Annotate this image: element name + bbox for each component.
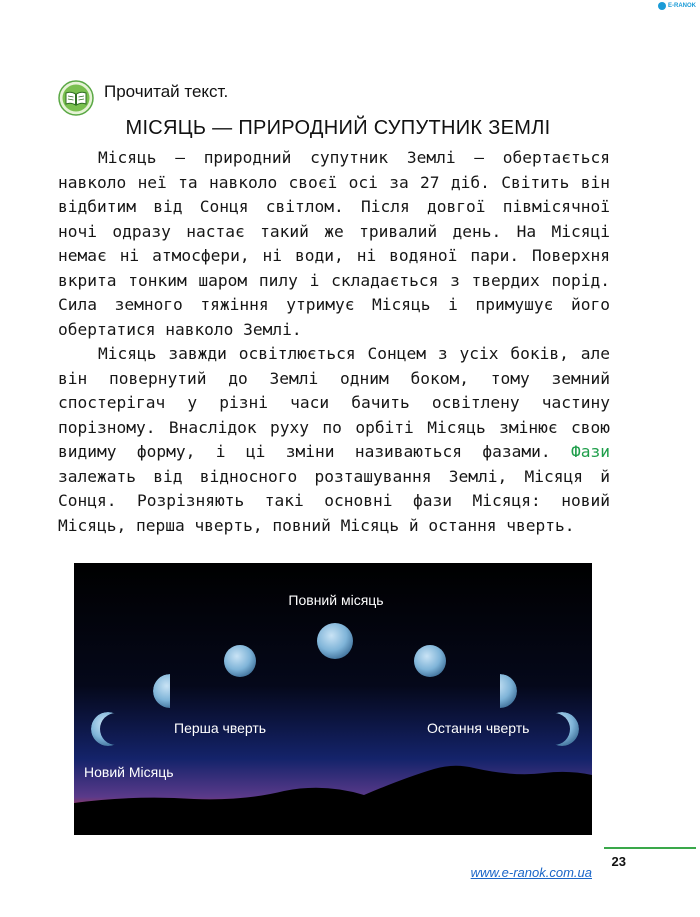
- moon-waxing-gibbous: [224, 645, 256, 677]
- publisher-logo: [658, 1, 696, 10]
- moon-new-moon: [91, 712, 125, 746]
- moon-last-quarter: [483, 674, 517, 708]
- text-block: [58, 146, 610, 538]
- logo-text: E-RANOK: [668, 2, 696, 9]
- label-first-quarter: Перша чверть: [174, 720, 267, 736]
- label-new-moon: Новий Місяць: [84, 764, 174, 780]
- paragraph-2-end: залежать від відносного розташування Землі, Місяця й Сонця. Розрізняють такі основні фази Місяця: новий Місяць, перша чверть, повний Місяць й остання чверть.: [58, 466, 610, 535]
- paragraph-2: [58, 342, 610, 538]
- read-task: [58, 80, 228, 116]
- page-divider: [604, 847, 696, 849]
- paragraph-2-start: Місяць завжди освітлюється Сонцем з усіх боків, але він повернутий до Землі одним боком, тому земний спостерігач у різні часи бачить освітлену частину порізному. Внаслідок руху по орбіті Місяць змінює свою видиму форму, і ці зміни називаються фазами.: [58, 344, 610, 461]
- logo-dot-icon: [658, 2, 666, 10]
- moon-waning-gibbous: [414, 645, 446, 677]
- book-icon: [58, 80, 94, 116]
- moon-phases-figure: [74, 563, 592, 835]
- moon-full: [317, 623, 353, 659]
- page-title: МІСЯЦЬ — ПРИРОДНИЙ СУПУТНИК ЗЕМЛІ: [125, 117, 551, 139]
- page-number: 23: [611, 854, 626, 869]
- label-full-moon: Повний місяць: [288, 592, 384, 608]
- label-last-quarter: Остання чверть: [427, 720, 530, 736]
- paragraph-1: Місяць — природний супутник Землі — обертається навколо неї та навколо своєї осі за 27 діб. Світить він відбитим від Сонця світлом. Після довгої півмісячної ночі одразу настає такий же тривалий день. На Місяці немає ні атмосфери, ні води, ні водяної пари. Поверхня вкрита тонким шаром пилу і складається з твердих порід. Сила земного тяжіння утримує Місяць і примушує його обертатися навколо Землі.: [58, 148, 610, 339]
- moon-waxing-crescent: [153, 674, 187, 708]
- term-phases: Фази: [571, 442, 610, 461]
- moon-phases-illustration: [74, 563, 592, 835]
- site-link[interactable]: www.e-ranok.com.ua: [470, 865, 592, 880]
- moon-waning-crescent: [545, 712, 579, 746]
- task-label: Прочитай текст.: [104, 82, 229, 101]
